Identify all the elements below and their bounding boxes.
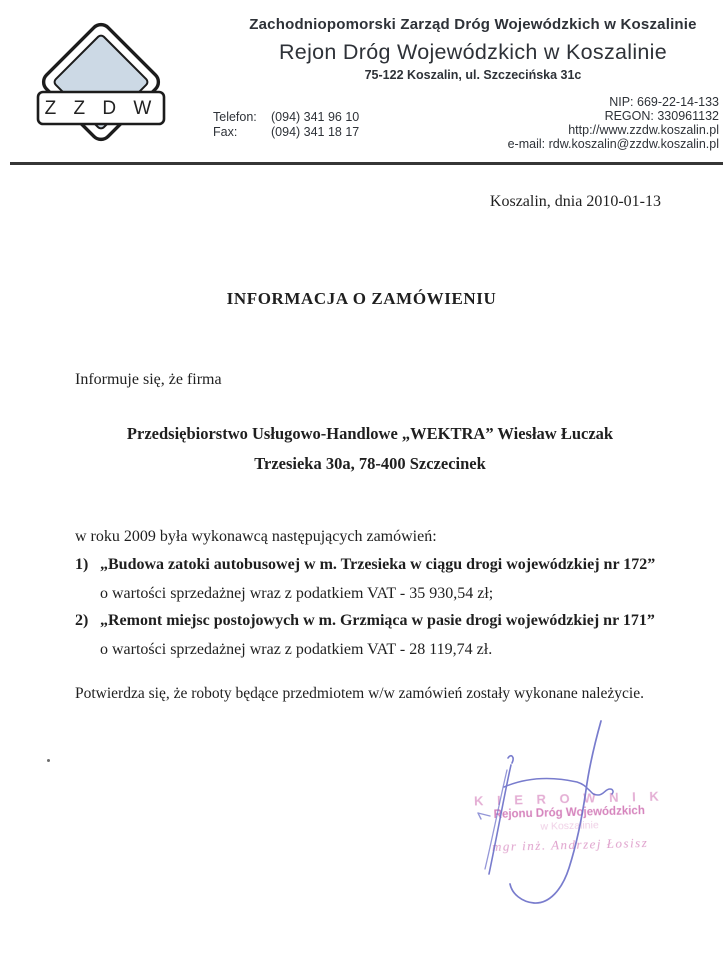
stamp-role: K I E R O W N I K xyxy=(473,788,664,809)
date-line: Koszalin, dnia 2010-01-13 xyxy=(489,193,661,210)
fax-value: (094) 341 18 17 xyxy=(271,125,360,139)
fax-label: Fax: xyxy=(213,125,238,139)
order-item-2-text: „Remont miejsc postojowych w m. Grzmiąca w pasie drogi wojewódzkiej nr 171” xyxy=(100,612,655,629)
email: e-mail: rdw.koszalin@zzdw.koszalin.pl xyxy=(507,137,719,151)
telefon-label: Telefon: xyxy=(213,110,257,124)
zzdw-logo xyxy=(30,11,172,153)
document-title: INFORMACJA O ZAMÓWIENIU xyxy=(226,289,497,308)
company-address: Trzesieka 30a, 78-400 Szczecinek xyxy=(254,454,486,473)
org-name-line2: Rejon Dróg Wojewódzkich w Koszalinie xyxy=(278,40,667,64)
org-address: 75-122 Koszalin, ul. Szczecińska 31c xyxy=(364,68,582,82)
nip: NIP: 669-22-14-133 xyxy=(609,95,719,109)
stamp-org: Rejonu Dróg Wojewódzkich xyxy=(493,805,646,821)
order-item-1-value: o wartości sprzedażnej wraz z podatkiem VAT - 35 930,54 zł; xyxy=(100,585,494,602)
order-item-2-value: o wartości sprzedażnej wraz z podatkiem VAT - 28 119,74 zł. xyxy=(100,641,493,658)
stamp-city: w Koszalinie xyxy=(540,819,599,833)
orders-intro: w roku 2009 była wykonawcą następujących zamówień: xyxy=(75,528,437,545)
company-name: Przedsiębiorstwo Usługowo-Handlowe „WEKTRA” Wiesław Łuczak xyxy=(126,424,614,443)
stamp-signer-name: mgr inż. Andrzej Łosisz xyxy=(491,834,649,855)
order-item-1-text: „Budowa zatoki autobusowej w m. Trzesieka w ciągu drogi wojewódzkiej nr 172” xyxy=(100,556,656,573)
order-item-2-number: 2) xyxy=(75,612,89,629)
org-name-line1: Zachodniopomorski Zarząd Dróg Wojewódzkich w Koszalinie xyxy=(249,16,697,33)
contact-phone-block xyxy=(213,110,359,140)
letterhead xyxy=(228,16,718,82)
scan-artifact-dot xyxy=(47,759,50,762)
intro-paragraph: Informuje się, że firma xyxy=(75,371,222,388)
order-item-1-number: 1) xyxy=(75,556,89,573)
order-item-2-title xyxy=(75,612,655,630)
logo-text: Z Z D W xyxy=(44,98,158,119)
company-block xyxy=(0,419,723,479)
header-divider xyxy=(10,162,723,165)
handwritten-signature xyxy=(430,690,660,920)
contact-ids-block xyxy=(508,95,719,151)
website: http://www.zzdw.koszalin.pl xyxy=(568,123,719,137)
telefon-value: (094) 341 96 10 xyxy=(271,110,360,124)
order-item-1-title xyxy=(75,556,655,574)
regon: REGON: 330961132 xyxy=(604,109,719,123)
closing-paragraph: Potwierdza się, że roboty będące przedmiotem w/w zamówień zostały wykonane należycie. xyxy=(75,685,644,702)
